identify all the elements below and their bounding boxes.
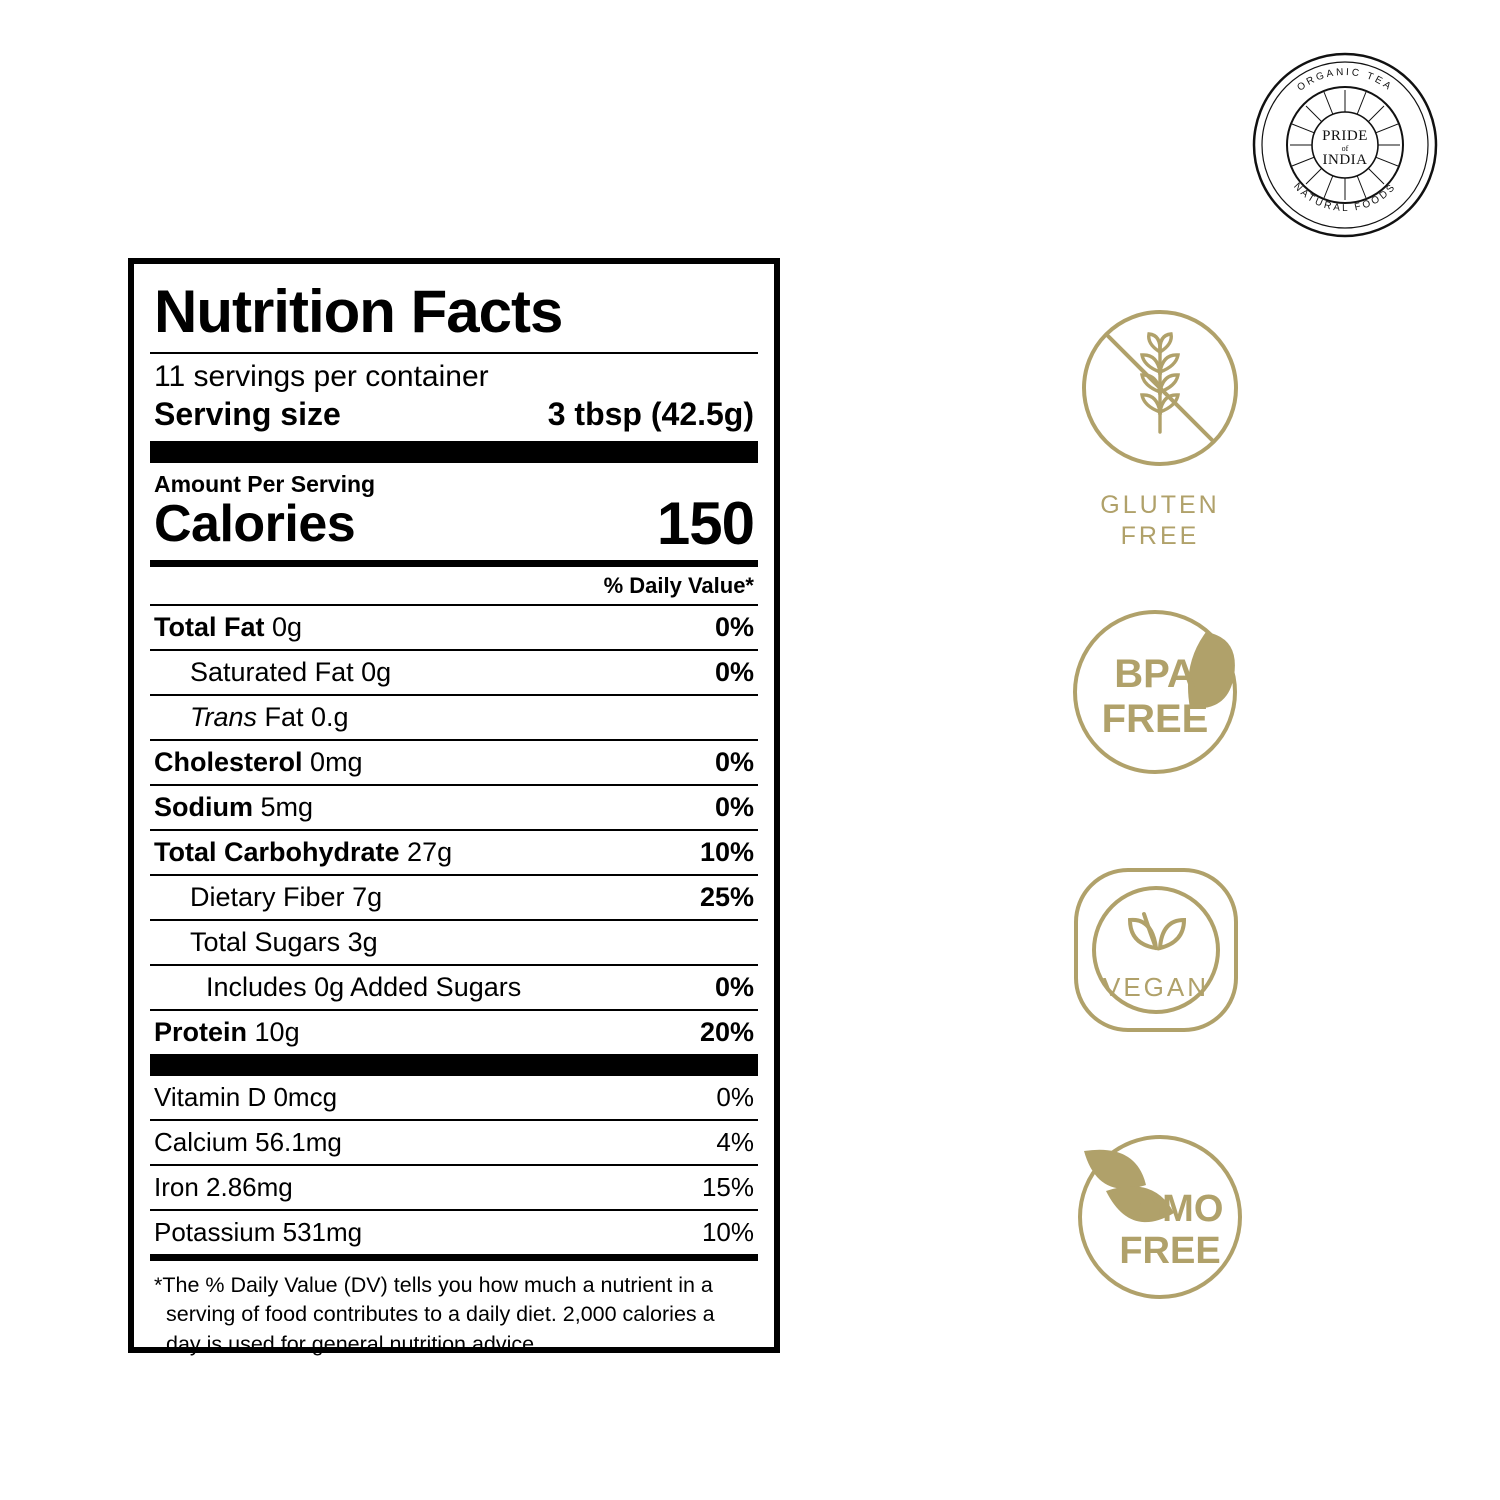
calories-value: 150 [656, 490, 754, 557]
certification-badges [1010, 300, 1340, 1365]
nutrient-name: Includes 0g Added Sugars [206, 972, 522, 1003]
nutrient-pct: 0% [714, 792, 754, 823]
divider [150, 352, 758, 354]
nutrient-row [150, 964, 758, 1009]
nutrient-pct: 0% [714, 657, 754, 688]
leaves-icon [1010, 1105, 1310, 1330]
vitamin-name: Calcium 56.1mg [154, 1127, 342, 1158]
badge-caption-line1: VEGAN [1102, 972, 1210, 1002]
nutrient-name: Trans Fat 0.g [190, 702, 349, 733]
nutrient-row [150, 829, 758, 874]
wheat-crossed-icon [1010, 300, 1310, 485]
nutrient-row [150, 694, 758, 739]
nutrient-pct: 25% [699, 882, 754, 913]
divider-medium [150, 560, 758, 567]
serving-size-label: Serving size [154, 396, 341, 432]
badge-caption-line1: BPA [1114, 652, 1196, 696]
badge-gluten-free [1010, 300, 1310, 550]
nutrient-name: Protein 10g [154, 1017, 300, 1048]
divider-thick [150, 441, 758, 463]
nutrient-name: Saturated Fat 0g [190, 657, 392, 688]
nutrient-row [150, 649, 758, 694]
vitamin-name: Iron 2.86mg [154, 1172, 293, 1203]
nutrient-pct: 20% [699, 1017, 754, 1048]
nutrient-row [150, 874, 758, 919]
vitamin-pct: 0% [716, 1082, 754, 1113]
daily-value-footnote: *The % Daily Value (DV) tells you how much a nutrient in a serving of food contributes to a daily diet. 2,000 calories a day is used for general nutrition advice. [154, 1273, 715, 1356]
nutrient-row [150, 739, 758, 784]
page-title: Nutrition Facts [154, 278, 563, 345]
seal-brand-line2: of [1341, 144, 1349, 153]
vitamin-row [150, 1209, 758, 1254]
nutrient-name: Cholesterol 0mg [154, 747, 363, 778]
daily-value-header: % Daily Value* [603, 573, 754, 598]
nutrient-name: Dietary Fiber 7g [190, 882, 383, 913]
divider-thick [150, 1054, 758, 1076]
nutrient-pct: 10% [699, 837, 754, 868]
divider-medium [150, 1254, 758, 1261]
serving-size-value: 3 tbsp (42.5g) [547, 396, 754, 432]
badge-caption-line2: FREE [1101, 697, 1209, 741]
vitamin-name: Potassium 531mg [154, 1217, 363, 1248]
vitamin-row [150, 1164, 758, 1209]
seal-bottom-text: NATURAL FOODS [1291, 180, 1399, 215]
badge-bpa-free [1010, 580, 1310, 810]
nutrient-row [150, 784, 758, 829]
leaf-circle-icon [1010, 580, 1310, 805]
nutrient-pct: 0% [714, 747, 754, 778]
seal-brand-line3: INDIA [1322, 152, 1368, 168]
badge-gmo-free [1010, 1105, 1310, 1335]
serving-size-row [154, 396, 754, 433]
nutrient-name: Total Sugars 3g [190, 927, 378, 958]
brand-seal [1252, 52, 1438, 238]
nutrient-row [150, 919, 758, 964]
amount-per-serving-label: Amount Per Serving [154, 471, 376, 497]
vitamin-pct: 4% [716, 1127, 754, 1158]
badge-caption [1010, 490, 1310, 553]
nutrient-row [150, 604, 758, 649]
seal-brand-line1: PRIDE [1322, 128, 1368, 144]
vitamin-row [150, 1119, 758, 1164]
nutrient-name: Sodium 5mg [154, 792, 314, 823]
nutrient-row [150, 1009, 758, 1054]
badge-caption-line1: GMO [1132, 1188, 1224, 1230]
seal-top-text: ORGANIC TEA [1295, 66, 1395, 94]
badge-vegan [1010, 840, 1310, 1075]
calories-row [154, 490, 754, 557]
vitamin-row [150, 1076, 758, 1119]
badge-caption-line1: GLUTEN [1100, 491, 1220, 519]
nutrient-pct: 0% [714, 612, 754, 642]
nutrient-name: Total Fat 0g [154, 612, 303, 642]
calories-label: Calories [154, 495, 356, 553]
badge-caption-line2: FREE [1119, 1230, 1221, 1272]
nutrition-facts-panel [128, 258, 780, 1356]
sprout-icon [1010, 840, 1310, 1065]
vitamin-name: Vitamin D 0mcg [154, 1082, 338, 1113]
vitamin-pct: 10% [701, 1217, 754, 1248]
nutrient-pct: 0% [714, 972, 754, 1003]
nutrient-name: Total Carbohydrate 27g [154, 837, 453, 868]
vitamin-pct: 15% [701, 1172, 754, 1203]
servings-per-container: 11 servings per container [154, 360, 489, 393]
badge-caption-line2: FREE [1120, 522, 1200, 551]
